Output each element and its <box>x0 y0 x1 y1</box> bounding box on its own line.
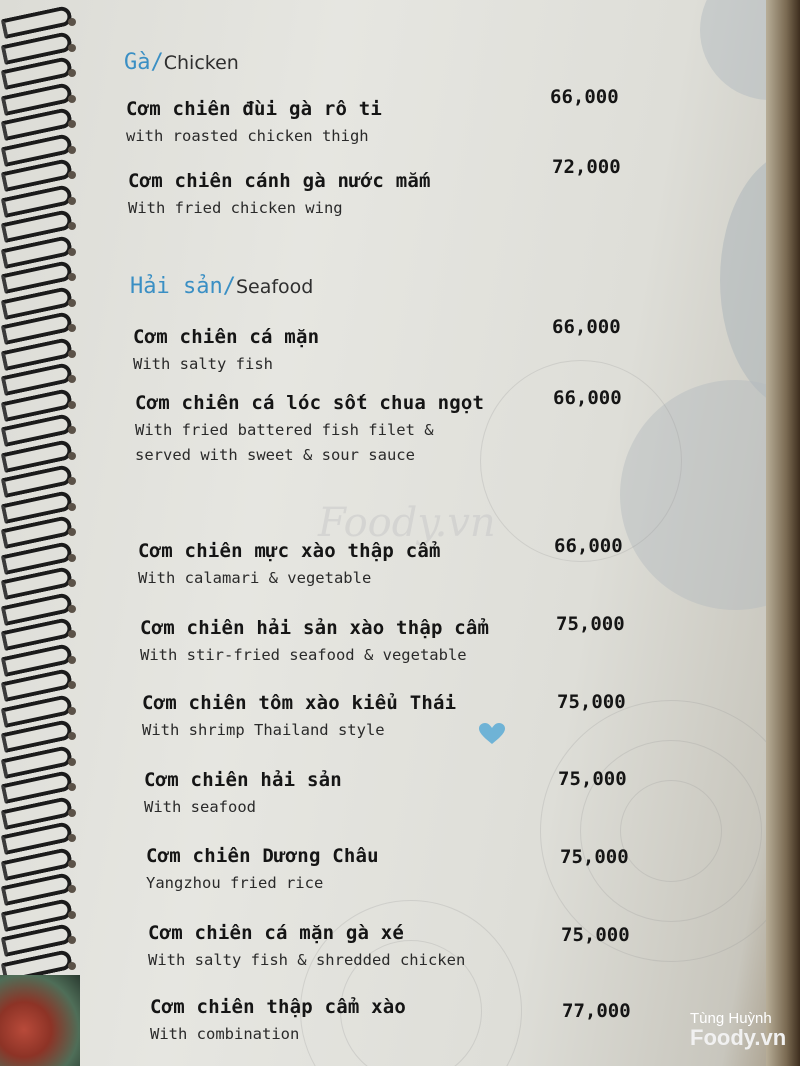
credit-brand: Foody.vn <box>690 1025 787 1050</box>
binding-hole <box>68 69 76 77</box>
item-name-en: With salty fish <box>133 355 273 373</box>
binding-hole <box>68 401 76 409</box>
binding-hole <box>68 146 76 154</box>
binding-hole <box>68 656 76 664</box>
binding-hole <box>68 299 76 307</box>
binding-hole <box>68 809 76 817</box>
item-name-vn: Cơm chiên đùi gà rô ti <box>126 98 383 120</box>
item-name-vn: Cơm chiên thập cẩm xào <box>150 996 407 1018</box>
binding-hole <box>68 860 76 868</box>
section-heading-en: Chicken <box>163 52 239 74</box>
binding-hole <box>68 120 76 128</box>
menu-item <box>135 392 485 468</box>
binding-hole <box>68 452 76 460</box>
item-price: 66,000 <box>552 316 621 338</box>
section-heading-vn: Gà/ <box>124 50 164 75</box>
binding-hole <box>68 18 76 26</box>
binding-hole <box>68 350 76 358</box>
item-price: 66,000 <box>550 86 619 108</box>
item-name-en: with roasted chicken thigh <box>126 127 369 145</box>
binding-hole <box>68 911 76 919</box>
item-name-vn: Cơm chiên Dương Châu <box>146 845 379 867</box>
binding-hole <box>68 758 76 766</box>
section-heading-seafood <box>130 274 313 299</box>
item-price: 75,000 <box>556 613 625 635</box>
item-name-vn: Cơm chiên cá mặn gà xé <box>148 922 405 944</box>
item-price: 75,000 <box>561 924 630 946</box>
item-name-vn: Cơm chiên cá lóc sốt chua ngọt <box>135 392 485 414</box>
binding-hole <box>68 783 76 791</box>
binding-hole <box>68 528 76 536</box>
binding-hole <box>68 477 76 485</box>
item-name-en: With fried battered fish filet & served with sweet & sour sauce <box>135 421 434 464</box>
watermark-text: Foody.vn <box>318 500 496 546</box>
binding-hole <box>68 962 76 970</box>
item-price: 72,000 <box>552 156 621 178</box>
item-name-en: With seafood <box>144 798 256 816</box>
item-name-en: With fried chicken wing <box>128 199 343 217</box>
item-price: 77,000 <box>562 1000 631 1022</box>
item-price: 66,000 <box>553 387 622 409</box>
binding-hole <box>68 605 76 613</box>
spiral-binding <box>0 0 90 1066</box>
binding-hole <box>68 936 76 944</box>
item-name-vn: Cơm chiên hải sản xào thập cẩm <box>140 617 490 639</box>
binding-hole <box>68 248 76 256</box>
heart-icon <box>478 722 506 746</box>
binding-hole <box>68 834 76 842</box>
item-price: 75,000 <box>560 846 629 868</box>
item-name-en: With combination <box>150 1025 300 1043</box>
binding-hole <box>68 197 76 205</box>
item-price: 75,000 <box>558 768 627 790</box>
section-heading-chicken <box>124 50 239 75</box>
binding-hole <box>68 885 76 893</box>
binding-hole <box>68 95 76 103</box>
binding-hole <box>68 324 76 332</box>
item-name-vn: Cơm chiên hải sản <box>144 769 342 791</box>
binding-hole <box>68 426 76 434</box>
binding-hole <box>68 273 76 281</box>
item-name-vn: Cơm chiên mực xào thập cẩm <box>138 540 441 562</box>
binding-hole <box>68 630 76 638</box>
binding-hole <box>68 222 76 230</box>
binding-hole <box>68 44 76 52</box>
item-name-en: With calamari & vegetable <box>138 569 372 587</box>
section-heading-en: Seafood <box>235 276 314 298</box>
item-name-vn: Cơm chiên tôm xào kiểu Thái <box>142 692 457 714</box>
item-price: 66,000 <box>554 535 623 557</box>
section-heading-vn: Hải sản/ <box>130 274 236 299</box>
binding-hole <box>68 579 76 587</box>
page-edge <box>766 0 800 1066</box>
binding-hole <box>68 171 76 179</box>
binding-hole <box>68 554 76 562</box>
binding-hole <box>68 681 76 689</box>
item-name-en: With stir-fried seafood & vegetable <box>140 646 467 664</box>
binding-hole <box>68 732 76 740</box>
item-name-vn: Cơm chiên cánh gà nước mắm <box>128 170 431 192</box>
flower-decoration <box>0 975 80 1066</box>
binding-hole <box>68 503 76 511</box>
binding-hole <box>68 707 76 715</box>
item-name-en: With salty fish & shredded chicken <box>148 951 466 969</box>
item-name-en: Yangzhou fried rice <box>146 874 324 892</box>
credit-author: Tùng Huỳnh <box>690 1010 772 1027</box>
item-name-vn: Cơm chiên cá mặn <box>133 326 320 348</box>
item-price: 75,000 <box>557 691 626 713</box>
binding-hole <box>68 375 76 383</box>
photo-credit <box>690 1010 786 1051</box>
item-name-en: With shrimp Thailand style <box>142 721 385 739</box>
